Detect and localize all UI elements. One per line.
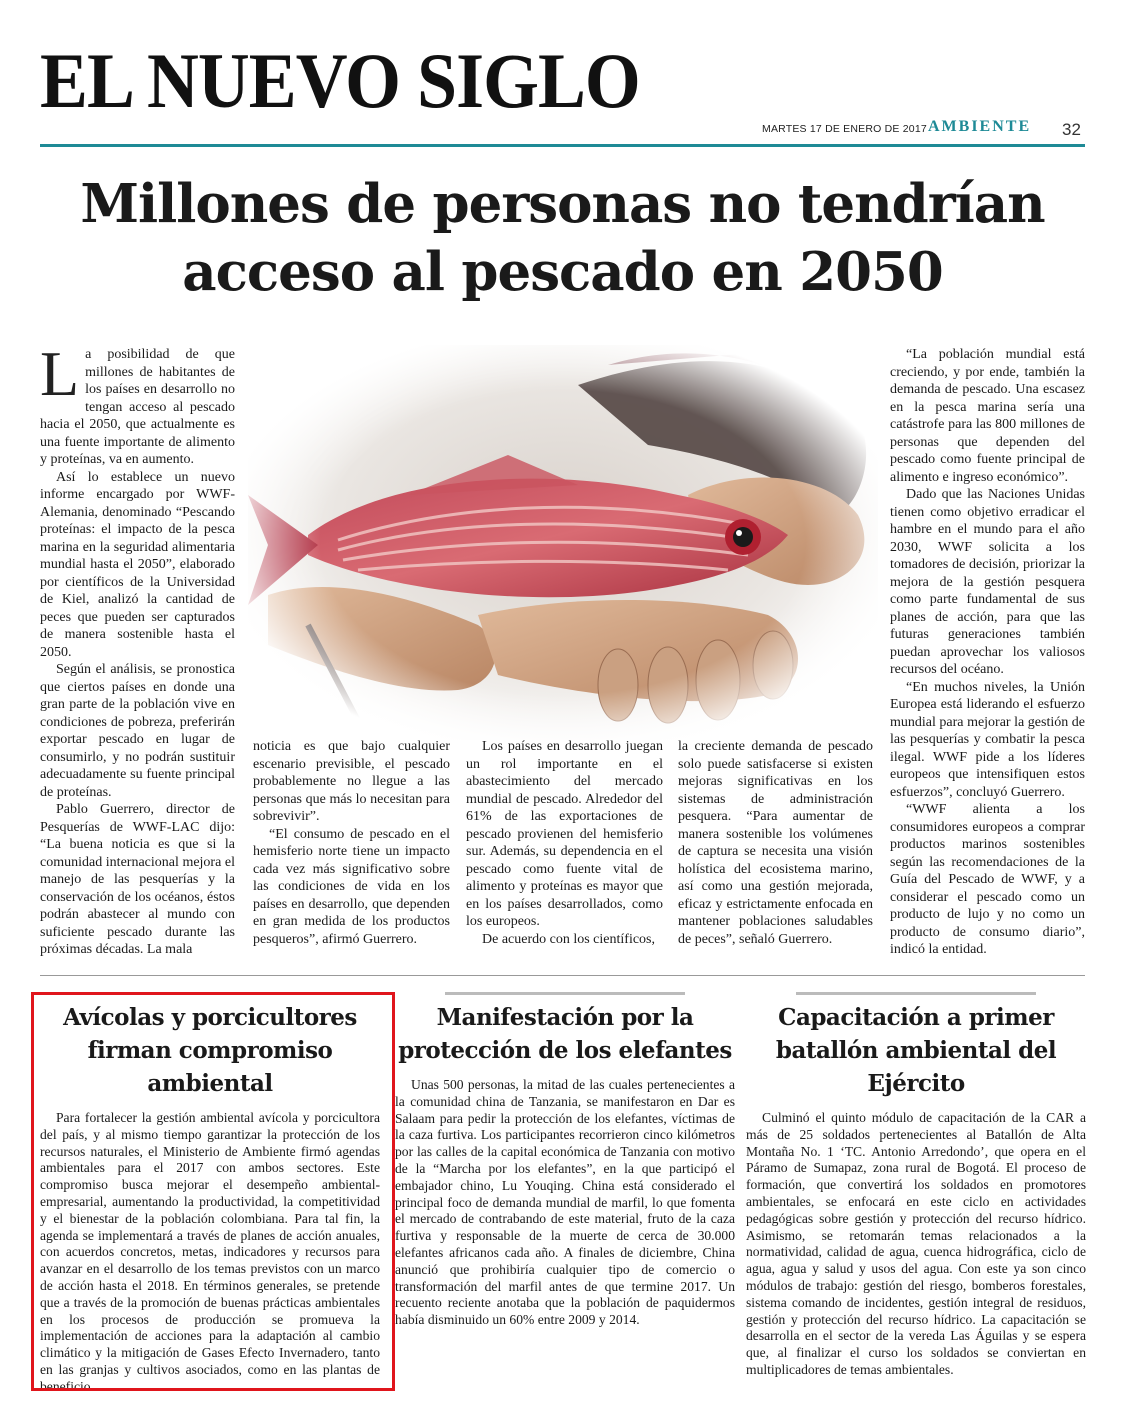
brief-elephants <box>395 992 735 1329</box>
article-paragraph: la creciente demanda de pescado solo puede satisfacerse si existen mejoras significativas en los sistemas de administración pesquera. “Para aumentar de manera sostenible los volúmenes de captura se necesita una visión holística del ecosistema marino, así como una gestión mejorada, eficaz y estrictamente enfocada en mantener poblaciones saludables de peces”, señaló Guerrero. <box>678 739 873 947</box>
article-paragraph: Así lo establece un nuevo informe encargado por WWF-Alemania, denominado “Pescando proteínas: el impacto de la pesca marina en la seguridad alimentaria mundial hasta el 2050”, elaborado por científicos de la Universidad de Kiel, analizó la cantidad de peces que pueden ser capturados de manera sostenible hasta el 2050. <box>40 469 235 660</box>
brief-topbar <box>796 992 1036 995</box>
fish-photo <box>248 345 878 740</box>
article-paragraph: “La población mundial está creciendo, y por ende, también la demanda de pescado. Una escasez en la pesca marina sería una catástrofe para las 800 millones de personas que dependen del pescado como fuente principal de alimento e ingreso económico”. <box>890 347 1085 485</box>
brief-army <box>746 992 1086 1379</box>
article-paragraph: “En muchos niveles, la Unión Europea está liderando el esfuerzo mundial para mejorar la gestión de las pesquerías y combatir la pesca ilegal. WWF pide a los líderes europeos que intensifiquen estos esfuerzos”, concluyó Guerrero. <box>890 679 1085 800</box>
headline-line-2: acceso al pescado en 2050 <box>182 241 943 303</box>
headline-line-1: Millones de personas no tendrían <box>80 173 1045 235</box>
article-paragraph: Dado que las Naciones Unidas tienen como objetivo erradicar el hambre en el mundo para el año 2030, WWF solicita a los tomadores de decisión, priorizar la mejora de la gestión pesquera como parte fundamental de sus planes de acción, para que las futuras generaciones también puedan aprovechar los valiosos recursos del océano. <box>890 487 1085 677</box>
article-column-4 <box>678 738 873 948</box>
article-column-5 <box>890 346 1085 959</box>
article-paragraph: Según el análisis, se pronostica que ciertos países en donde una gran parte de la población vive en condiciones de pobreza, preferirán exportar pescado en lugar de consumirlo, y no podrán sustituir adecuadamente su fuente principal de proteínas. <box>40 662 235 800</box>
section-divider <box>40 975 1085 976</box>
section-name: AMBIENTE <box>928 118 1032 135</box>
article-paragraph: noticia es que bajo cualquier escenario previsible, el pescado probablemente no llegue a las personas que más lo necesitan para sobrevivir”. <box>253 739 450 824</box>
main-headline <box>40 170 1085 306</box>
article-paragraph: Pablo Guerrero, director de Pesquerías de WWF-LAC dijo: “La buena noticia es que si la comunidad internacional mejora el manejo de las pesquerías y la conservación de los océanos, éstos podrán abastecer al mundo con suficiente pescado durante las próximas décadas. La mala <box>40 802 235 957</box>
article-column-1 <box>40 338 235 959</box>
article-paragraph: La posibilidad de que millones de habitantes de los países en desarrollo no tengan acceso al pescado hacia el 2050, que actualmente es una fuente importante de alimento y proteínas, va en aumento. <box>40 338 235 467</box>
newspaper-masthead: EL NUEVO SIGLO <box>40 37 640 124</box>
brief-body: Culminó el quinto módulo de capacitación de la CAR a más de 25 soldados pertenecientes al Batallón de Alta Montaña No. 1 ‘TC. Antonio Arredondo’, que opera en el Páramo de Sumapaz, zona rural de Bogotá. El proceso de formación, que convertirá los soldados en promotores ambientales, se enfocará en este ciclo en actividades pedagógicas sobre gestión y protección del recurso hídrico. Asimismo, se retomarán temas relacionados a la normatividad, calidad de agua, cuenca hidrográfica, ciclo de agua, agua y salud y usos del agua. Con este ya son cinco módulos de trabajo: gestión del riesgo, bomberos forestales, sistema comando de incidentes, gestión integral de residuos, gestión y protección del recurso hídrico. La capacitación se desarrolla en el sector de la vereda Las Águilas y se espera que, al finalizar el curso los soldados se conviertan en multiplicadores de temas ambientales. <box>746 1110 1086 1377</box>
brief-title: Manifestación por la protección de los elefantes <box>398 1004 732 1064</box>
publication-date: MARTES 17 DE ENERO DE 2017 <box>762 123 927 135</box>
article-column-2 <box>253 738 450 948</box>
page-number: 32 <box>1062 120 1081 139</box>
brief-body: Para fortalecer la gestión ambiental avícola y porcicultora del país, y al mismo tiempo garantizar la protección de los recursos naturales, el Ministerio de Ambiente firmó agendas ambientales para el 2017 con ambos sectores. Este compromiso busca mejorar el desempeño ambiental-empresarial, aumentando la productividad, la competitividad y el bienestar de la población colombiana. Para tal fin, la agenda se implementará a través de planes de acción anuales, con acuerdos concretos, metas, indicadores y recursos para avanzar en el desarrollo de los temas previstos con un marco de acción hasta el 2018. En términos generales, se pretende que a través de la promoción de buenas prácticas ambientales en los procesos de producción se promueva la implementación de acciones para la adaptación al cambio climático y la mitigación de Gases Efecto Invernadero, tanto en las granjas y cultivos asociados, como en las plantas de beneficio. <box>40 1110 380 1394</box>
article-paragraph: Los países en desarrollo juegan un rol importante en el abastecimiento del mercado mundial de pescado. Alrededor del 61% de las exportaciones de pescado provienen del hemisferio sur. Además, su dependencia en el pescado como fuente vital de alimento y proteínas es mayor que en los países desarrollados, como los europeos. <box>466 739 663 929</box>
highlight-box <box>31 992 395 1391</box>
drop-cap: L <box>40 338 80 409</box>
article-paragraph: De acuerdo con los científicos, <box>482 931 655 947</box>
brief-topbar <box>445 992 685 995</box>
article-column-3 <box>466 738 663 948</box>
brief-body: Unas 500 personas, la mitad de las cuales pertenecientes a la comunidad china de Tanzania, se manifestaron en Dar es Salaam para pedir la protección de los elefantes, víctimas de la caza furtiva. Los participantes recorrieron cinco kilómetros por las calles de la capital económica de Tanzania con motivo de la “Marcha por los elefantes”, en la que participó el embajador chino, Lu Youqing. China está considerado el principal foco de demanda mundial de marfil, lo que fomenta el mercado de contrabando de este material, fruto de la caza furtiva y responsable de la muerte de cerca de 30.000 elefantes africanos cada año. A finales de diciembre, China anunció que prohibiría cualquier tipo de comercio o transformación del marfil antes de que termine 2017. Un recuento reciente anotaba que la población de paquidermos había disminuido un 60% entre 2009 y 2014. <box>395 1077 735 1328</box>
brief-title: Capacitación a primer batallón ambiental del Ejército <box>775 1004 1057 1097</box>
article-paragraph: “WWF alienta a los consumidores europeos a comprar productos marinos sostenibles según las recomendaciones de la Guía del Pescado de WWF, y a considerar el pescado como un producto de lujo y no como un producto de consumo diario”, indicó la entidad. <box>890 802 1085 957</box>
header-rule <box>40 144 1085 147</box>
brief-title: Avícolas y porcicultores firman compromiso ambiental <box>63 1004 357 1097</box>
article-paragraph: “El consumo de pescado en el hemisferio norte tiene un impacto cada vez más significativo sobre las condiciones de vida en los países en desarrollo, que dependen en gran medida de los productos pesqueros”, afirmó Guerrero. <box>253 826 450 947</box>
